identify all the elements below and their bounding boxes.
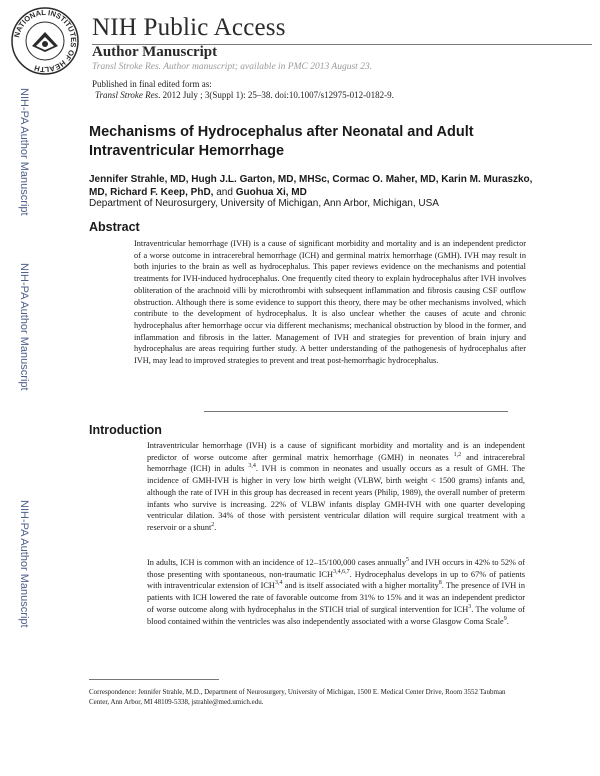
authors-main: Jennifer Strahle, MD, Hugh J.L. Garton, MD, MHSc, Cormac O. Maher, MD, Karin M. Muraszko, MD, Richard F. Keep, PhD, bbox=[89, 174, 533, 198]
affiliation: Department of Neurosurgery, University of Michigan, Ann Arbor, Michigan, USA bbox=[89, 198, 439, 209]
published-form-label: Published in final edited form as: bbox=[92, 79, 212, 89]
side-watermark-3: NIH-PA Author Manuscript bbox=[18, 500, 30, 628]
p2-text-d: and is itself associated with a higher mortality bbox=[282, 581, 439, 591]
side-watermark-1: NIH-PA Author Manuscript bbox=[18, 88, 30, 216]
authors-last: Guohua Xi, MD bbox=[235, 187, 307, 198]
p2-text-b: and IVH occurs in 42% to 52% of those presenting with spontaneous, non-traumatic ICH bbox=[147, 558, 525, 579]
citation-ref[interactable]: 3,4 bbox=[274, 580, 283, 587]
citation-ref[interactable]: 1,2 bbox=[453, 451, 462, 458]
side-watermark-2: NIH-PA Author Manuscript bbox=[18, 263, 30, 391]
p2-text-e: . The presence of IVH in patients with ICH lowered the rate of favorable outcome from 31% to 15% and it was an independent predictor of worse outcome along with hydrocephalus in the STICH trial of surgical intervention for ICH bbox=[147, 581, 526, 614]
citation-ref[interactable]: 9 bbox=[503, 615, 507, 622]
manuscript-availability-note: Transl Stroke Res. Author manuscript; available in PMC 2013 August 23. bbox=[92, 62, 373, 72]
citation-ref[interactable]: 3 bbox=[468, 604, 472, 611]
authors-and: and bbox=[213, 187, 236, 198]
abstract-heading: Abstract bbox=[89, 220, 140, 234]
correspondence-footnote: Correspondence: Jennifer Strahle, M.D., Department of Neurosurgery, University of Michigan, 1500 E. Medical Center Drive, Room 3552 Taubman Center, Ann Arbor, MI 48109-5338, jstrahle@med.umich.edu. bbox=[89, 688, 506, 706]
citation-ref[interactable]: 2 bbox=[211, 522, 215, 529]
citation-line bbox=[95, 90, 394, 100]
article-title: Mechanisms of Hydrocephalus after Neonatal and Adult Intraventricular Hemorrhage bbox=[89, 124, 474, 159]
abstract-divider bbox=[204, 411, 508, 412]
author-list bbox=[89, 173, 549, 199]
svg-text:NATIONAL INSTITUTES OF HEALTH: NATIONAL INSTITUTES OF HEALTH bbox=[12, 7, 79, 75]
nih-public-access-title: NIH Public Access bbox=[92, 14, 286, 41]
citation-ref[interactable]: 8 bbox=[438, 580, 442, 587]
p2-text-f: . The volume of blood contained within the ventricles was also independently associated with a worse Glasgow Coma Scale bbox=[147, 604, 525, 626]
p2-text-g: . bbox=[506, 616, 509, 626]
abstract-text: Intraventricular hemorrhage (IVH) is a cause of significant morbidity and mortality and is an independent predictor of a worse outcome in intracerebral hemorrhage (ICH) and germinal matrix hemorrhage (GMH). IVH may result in both injuries to the brain as well as hydrocephalus. This paper reviews evidence on the mechanisms and potential treatments for IVH-induced hydrocephalus. One frequently cited theory to explain hydrocephalus after IVH involves obliteration of the arachnoid villi by microthrombi with subsequent inflammation and fibrosis causing CSF outflow obstruction. Although there is some evidence to support this theory, there may be other mechanisms involved, which contribute to the development of hydrocephalus. It is also unclear whether the causes of acute and chronic hydrocephalus after hemorrhage occur via different mechanisms; mechanical obstruction by blood in the former, and inflammation and fibrosis in the latter. Management of IVH and strategies for prevention of brain injury and hydrocephalus are areas requiring further study. A better understanding of the pathogenesis of hydrocephalus after IVH, may lead to improved strategies to prevent and treat post-hemorrhagic hydrocephalus. bbox=[134, 239, 526, 366]
citation-details: . 2012 July ; 3(Suppl 1): 25–38. doi:10.1007/s12975-012-0182-9. bbox=[158, 90, 394, 100]
p2-text-a: In adults, ICH is common with an incidence of 12–15/100,000 cases annually bbox=[147, 558, 406, 567]
p2-text-c: . Hydrocephalus develops in up to 67% of patients with intraventricular extension of ICH bbox=[147, 569, 525, 591]
p1-text-a: Intraventricular hemorrhage (IVH) is a cause of significant morbidity and mortality and is an independent predictor of worse outcome after germinal matrix hemorrhage (GMH) in neonates bbox=[147, 441, 525, 462]
author-manuscript-label: Author Manuscript bbox=[92, 44, 218, 60]
p1-text-d: . bbox=[214, 522, 217, 532]
citation-ref[interactable]: 3,4,6,7 bbox=[333, 568, 350, 575]
introduction-heading: Introduction bbox=[89, 423, 162, 437]
citation-ref[interactable]: 3,4 bbox=[248, 463, 256, 470]
nih-seal-logo bbox=[10, 6, 80, 76]
citation-ref[interactable]: 5 bbox=[405, 557, 409, 564]
p1-text-b: and intracerebral hemorrhage (ICH) in adults bbox=[147, 452, 526, 474]
intro-paragraph-1 bbox=[147, 440, 525, 534]
p1-text-c: . IVH is common in neonates and usually occurs as a result of GMH. The incidence of GMH-IVH is higher in very low birth weight (VLBW, birth weight < 1500 grams) infants and, although the rate of IVH in this group has decreased in recent years (Philip, 1989), the overall number of preterm infants who survive is increasing. 22% of VLBW infants display GMH-IVH with one quarter developing ventricular dilation. 34% of those with persistent ventricular dilation will require surgical treatment with a reservoir or a shunt bbox=[147, 464, 525, 532]
footnote-divider bbox=[89, 679, 219, 680]
journal-name: Transl Stroke Res bbox=[95, 90, 159, 100]
intro-paragraph-2 bbox=[147, 557, 525, 627]
